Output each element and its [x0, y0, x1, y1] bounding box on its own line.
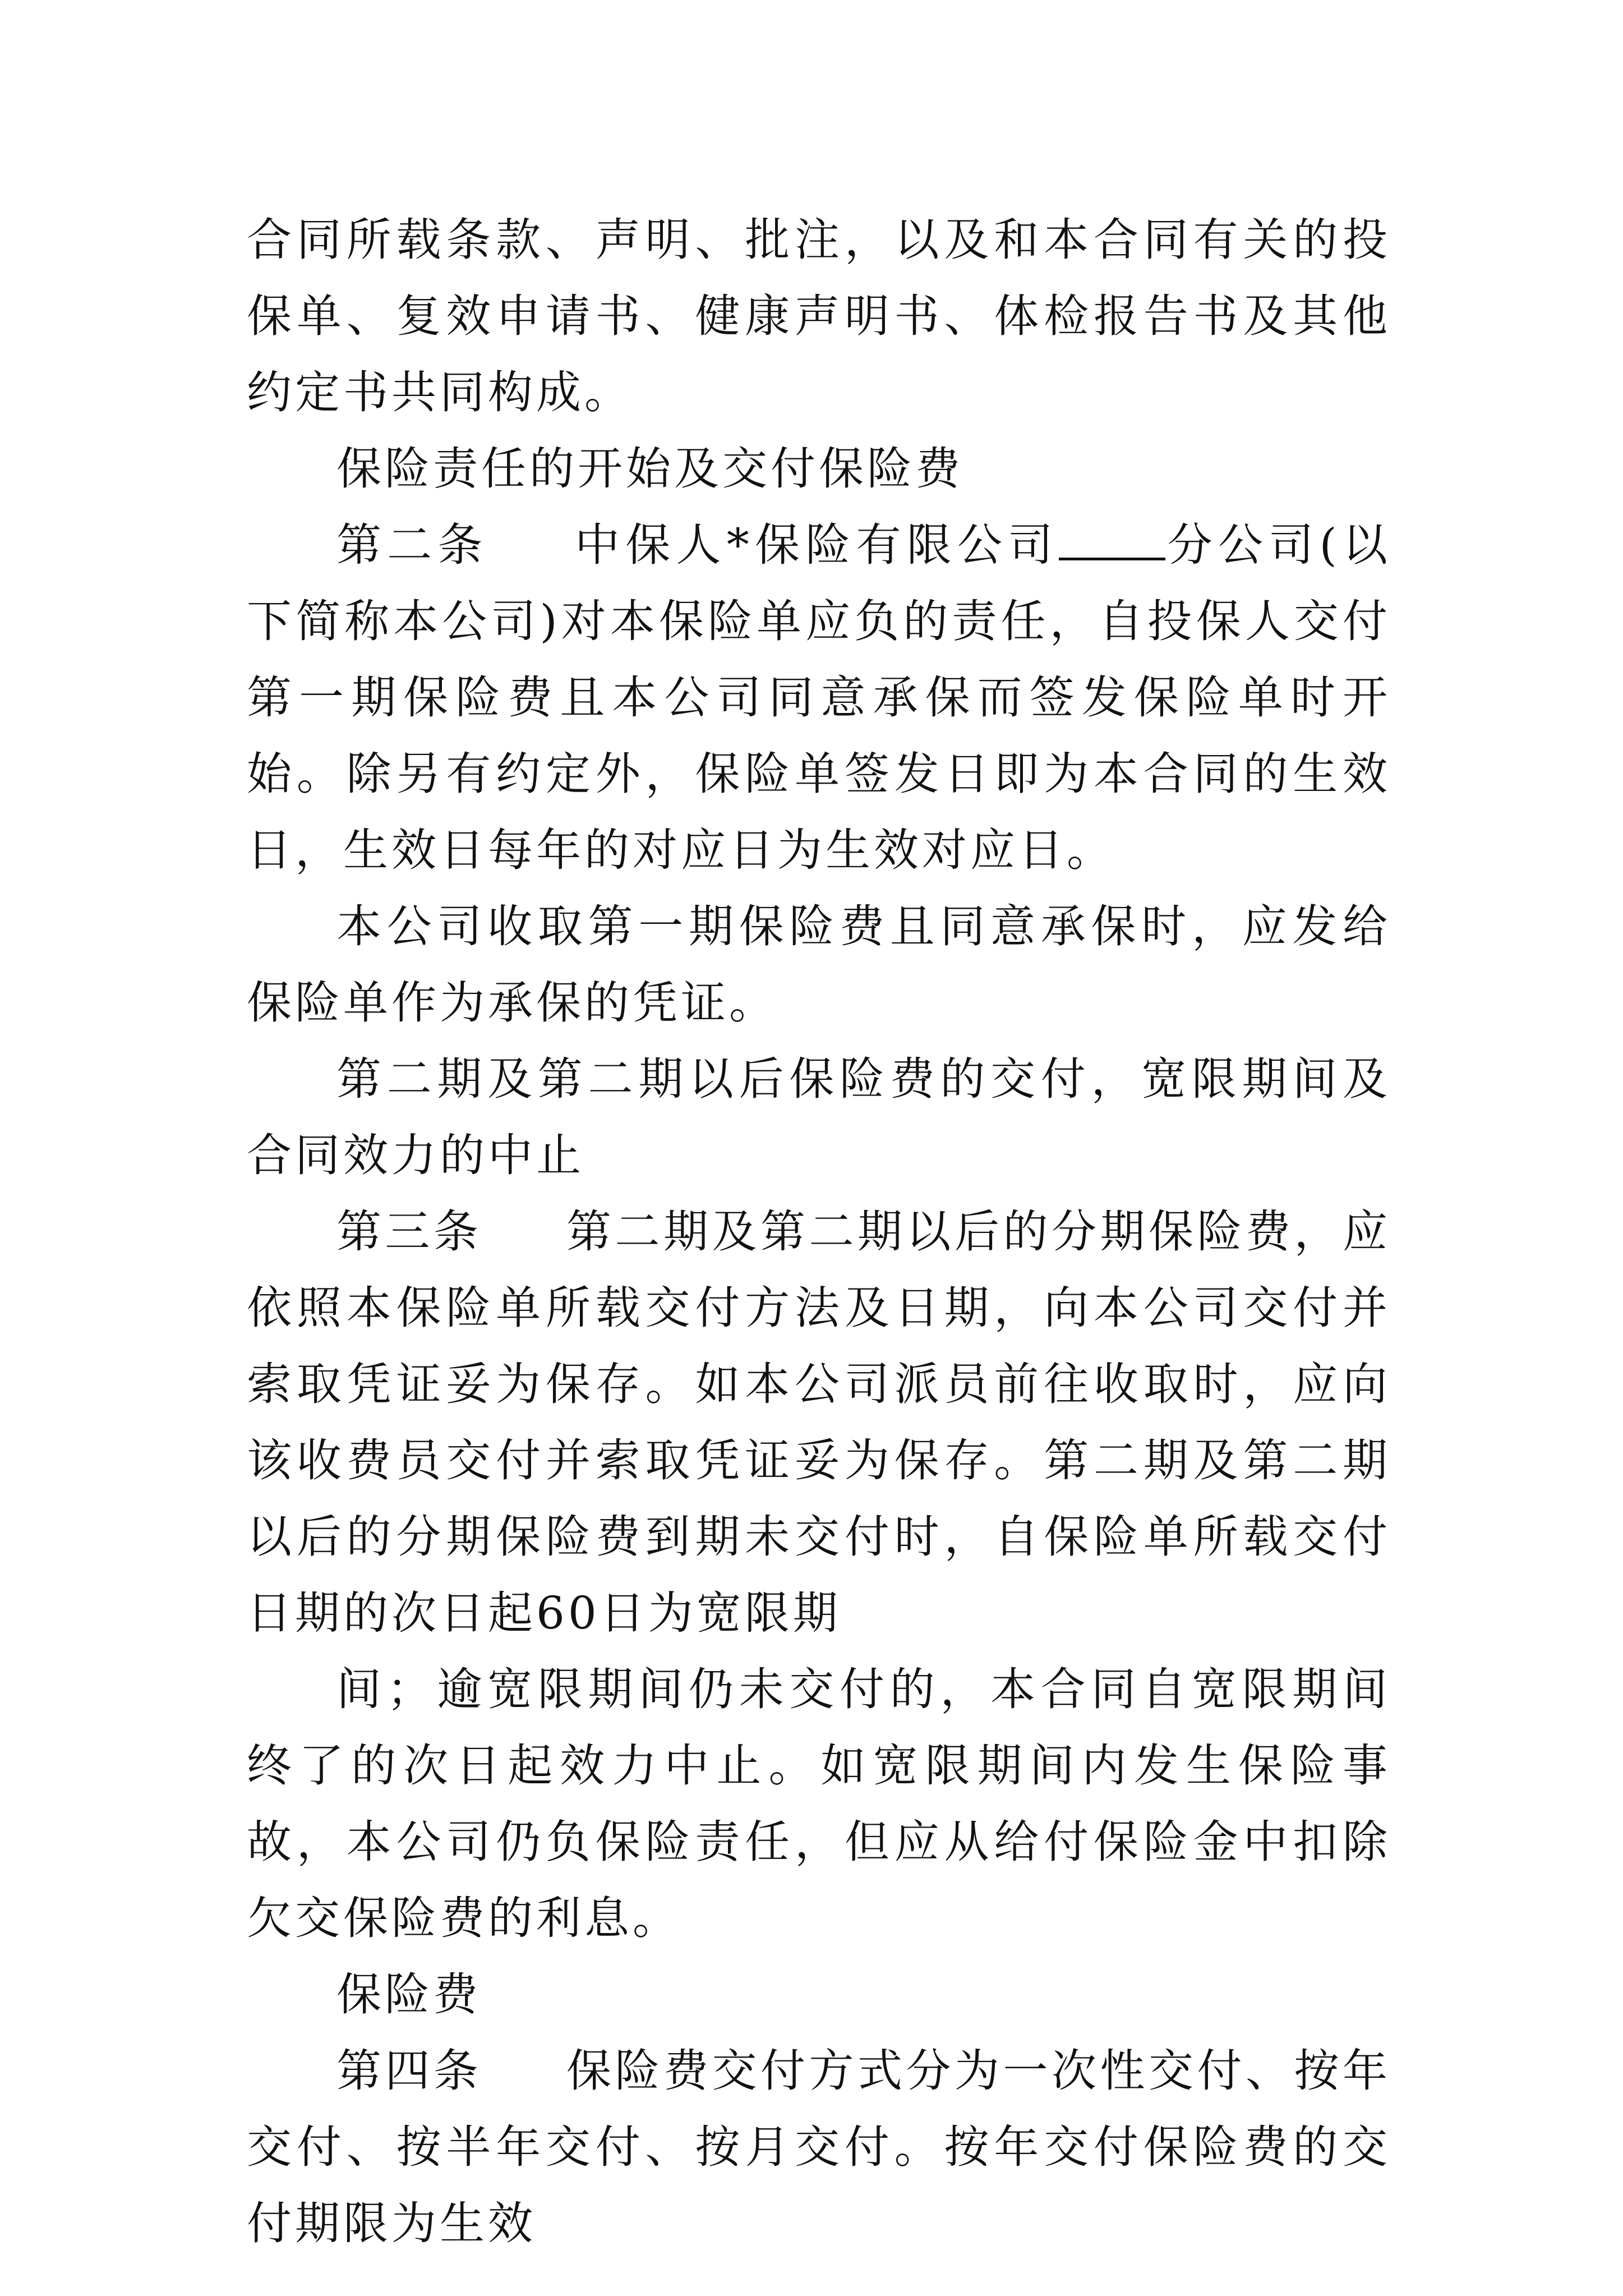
article-4-text: 保险费交付方式分为一次性交付、按年交付、按半年交付、按月交付。按年交付保险费的交付期限为生效: [247, 2045, 1391, 2249]
article-4-number: 第四条: [336, 2045, 482, 2097]
article-2-company: 中保人*保险有限公司: [572, 519, 1059, 571]
article-3-number: 第三条: [336, 1205, 482, 1258]
section-heading-premium: 保险费: [336, 1968, 481, 2021]
article-2-text: 分公司(以下简称本公司)对本保险单应负的责任，自投保人交付第一期保险费且本公司同意承保而签发保险单时开始。除另有约定外，保险单签发日即为本合同的生效日，生效日每年的对应日为生效对应日。: [247, 519, 1391, 876]
section-heading-premium-grace: 第二期及第二期以后保险费的交付，宽限期间及合同效力的中止: [247, 1053, 1391, 1181]
article-4: [247, 2033, 1391, 2262]
paragraph-policy-certificate: 本公司收取第一期保险费且同意承保时，应发给保险单作为承保的凭证。: [247, 900, 1391, 1029]
article-2-number: 第二条: [336, 519, 488, 571]
paragraph-grace-period: 间；逾宽限期间仍未交付的，本合同自宽限期间终了的次日起效力中止。如宽限期间内发生保险事故，本公司仍负保险责任，但应从给付保险金中扣除欠交保险费的利息。: [247, 1663, 1391, 1944]
article-3: [247, 1194, 1391, 1651]
article-2: [247, 507, 1391, 889]
article-3-text: 第二期及第二期以后的分期保险费，应依照本保险单所载交付方法及日期，向本公司交付并索取凭证妥为保存。如本公司派员前往收取时，应向该收费员交付并索取凭证妥为保存。第二期及第二期以后的分期保险费到期未交付时，自保险单所载交付日期的次日起60日为宽限期: [247, 1205, 1391, 1639]
section-heading-liability-start: 保险责任的开始及交付保险费: [336, 443, 963, 495]
document-body: [247, 202, 1391, 2262]
branch-name-blank: [1059, 518, 1165, 560]
paragraph-contract-composition: 合同所载条款、声明、批注，以及和本合同有关的投保单、复效申请书、健康声明书、体检报告书及其他约定书共同构成。: [247, 214, 1391, 418]
